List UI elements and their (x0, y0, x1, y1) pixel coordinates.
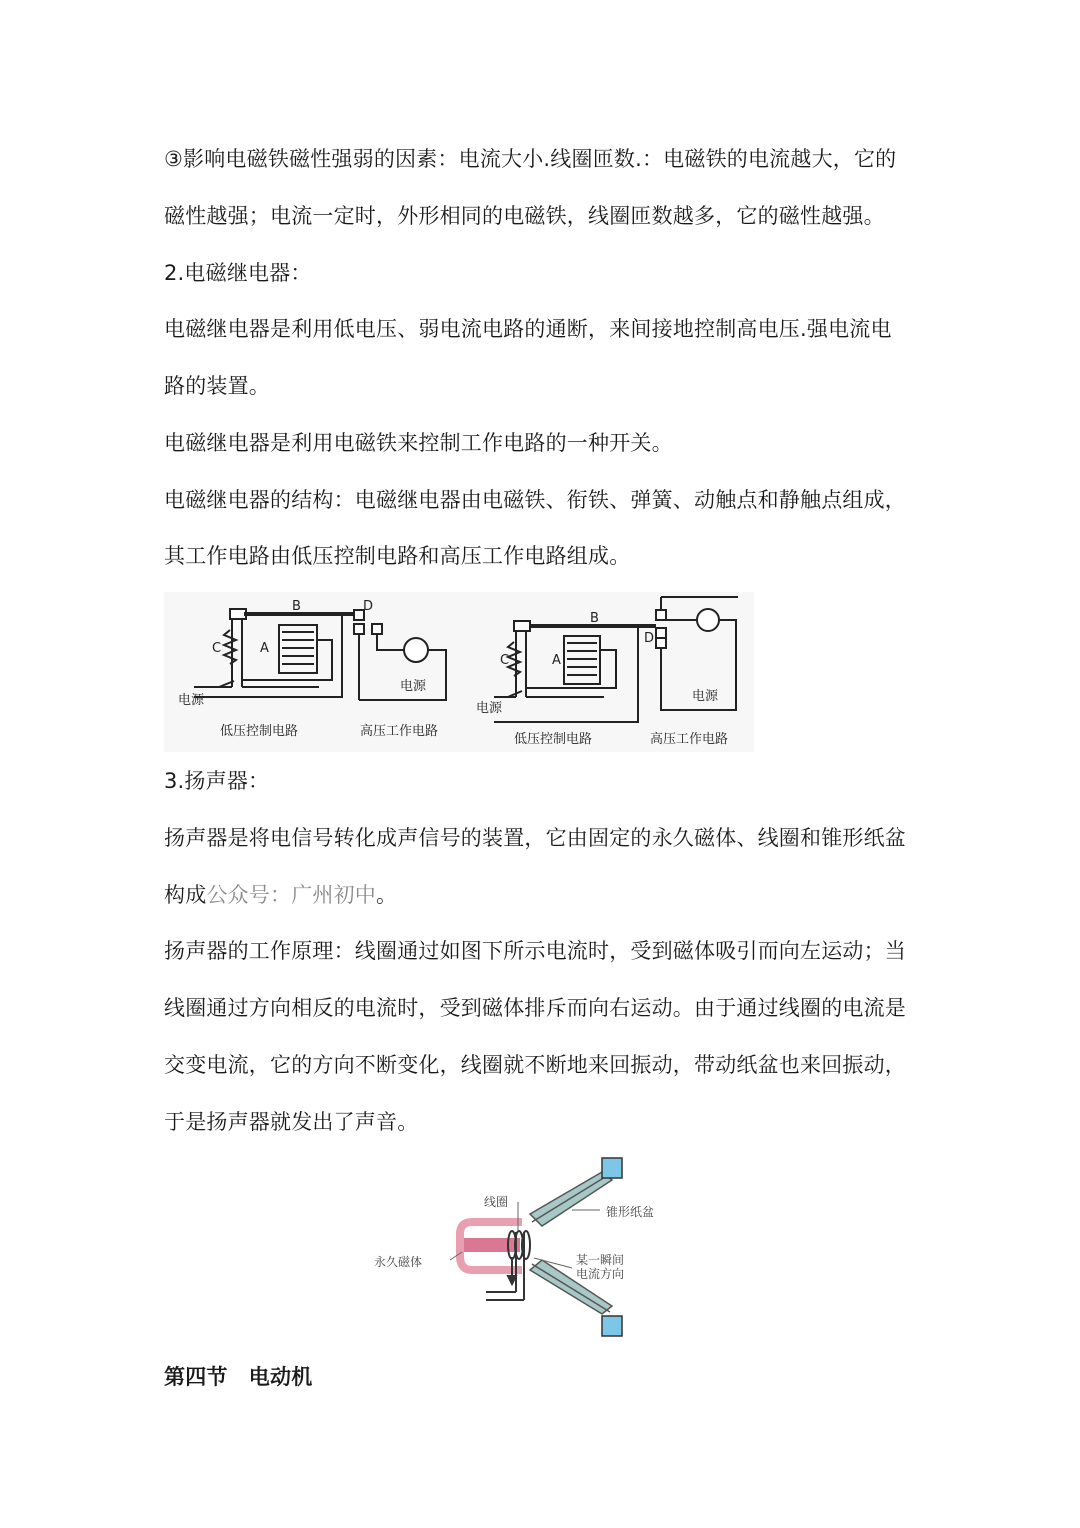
text-speaker-def-c: 。 (376, 883, 398, 907)
current-label-line1: 某一瞬间 (576, 1253, 625, 1267)
text-relay-def-line1: 电磁继电器是利用低电压、弱电流电路的通断，来间接地控制高电压.强电流电 (164, 317, 892, 341)
terminal-top (602, 1158, 622, 1178)
low-voltage-label-right: 低压控制电路 (514, 732, 593, 747)
watermark-text: 公众号：广州初中 (206, 883, 377, 907)
speaker-heading: 3.扬声器： (164, 769, 270, 793)
speaker-diagram (362, 1152, 722, 1342)
relay-diagram (164, 592, 754, 752)
terminal-bottom (602, 1316, 622, 1336)
high-voltage-label-right: 高压工作电路 (650, 732, 729, 747)
label-A-right: A (552, 653, 561, 668)
relay-diagram-svg (164, 592, 754, 752)
label-C-right: C (500, 653, 510, 668)
high-voltage-label-left: 高压工作电路 (360, 724, 439, 739)
speaker-diagram-svg (362, 1152, 722, 1342)
label-D-left: D (363, 599, 374, 614)
text-factors-line2: 磁性越强；电流一定时，外形相同的电磁铁，线圈匝数越多，它的磁性越强。 (164, 204, 885, 228)
power-label-left-high: 电源 (400, 679, 427, 694)
low-voltage-label-left: 低压控制电路 (220, 724, 299, 739)
text-speaker-work-line1: 扬声器的工作原理：线圈通过如图下所示电流时，受到磁体吸引而向左运动；当 (164, 939, 906, 963)
text-speaker-def-line2 (164, 880, 397, 910)
text-speaker-def-line1: 扬声器是将电信号转化成声信号的装置，它由固定的永久磁体、线圈和锥形纸盆 (164, 826, 906, 850)
text-speaker-work-line3: 交变电流，它的方向不断变化，线圈就不断地来回振动，带动纸盆也来回振动， (164, 1053, 906, 1077)
text-speaker-work-line2: 线圈通过方向相反的电流时，受到磁体排斥而向右运动。由于通过线圈的电流是 (164, 996, 906, 1020)
text-factors-line1: ③影响电磁铁磁性强弱的因素：电流大小.线圈匝数.：电磁铁的电流越大，它的 (164, 147, 897, 171)
text-relay-struct-line2: 其工作电路由低压控制电路和高压工作电路组成。 (164, 544, 631, 568)
magnet-label: 永久磁体 (374, 1255, 423, 1269)
magnet-core (464, 1238, 520, 1252)
label-A-left: A (260, 641, 269, 656)
power-label-left-low: 电源 (178, 693, 205, 708)
cone-label: 锥形纸盆 (606, 1205, 655, 1219)
text-relay-def-line2: 路的装置。 (164, 374, 270, 398)
relay-heading: 2.电磁继电器： (164, 261, 312, 285)
label-B-left: B (292, 599, 301, 614)
text-speaker-work-line4: 于是扬声器就发出了声音。 (164, 1110, 419, 1134)
power-label-right-low: 电源 (476, 701, 503, 716)
label-D-right: D (644, 631, 655, 646)
text-relay-struct-line1: 电磁继电器的结构：电磁继电器由电磁铁、衔铁、弹簧、动触点和静触点组成， (164, 488, 906, 512)
section-title: 第四节 电动机 (164, 1365, 313, 1389)
label-C-left: C (212, 641, 222, 656)
text-relay-switch: 电磁继电器是利用电磁铁来控制工作电路的一种开关。 (164, 431, 673, 455)
text-speaker-def-a: 构成 (164, 883, 207, 907)
label-B-right: B (590, 611, 599, 626)
power-label-right-high: 电源 (692, 689, 719, 704)
current-label-line2: 电流方向 (576, 1267, 625, 1281)
coil-label: 线圈 (484, 1195, 509, 1209)
